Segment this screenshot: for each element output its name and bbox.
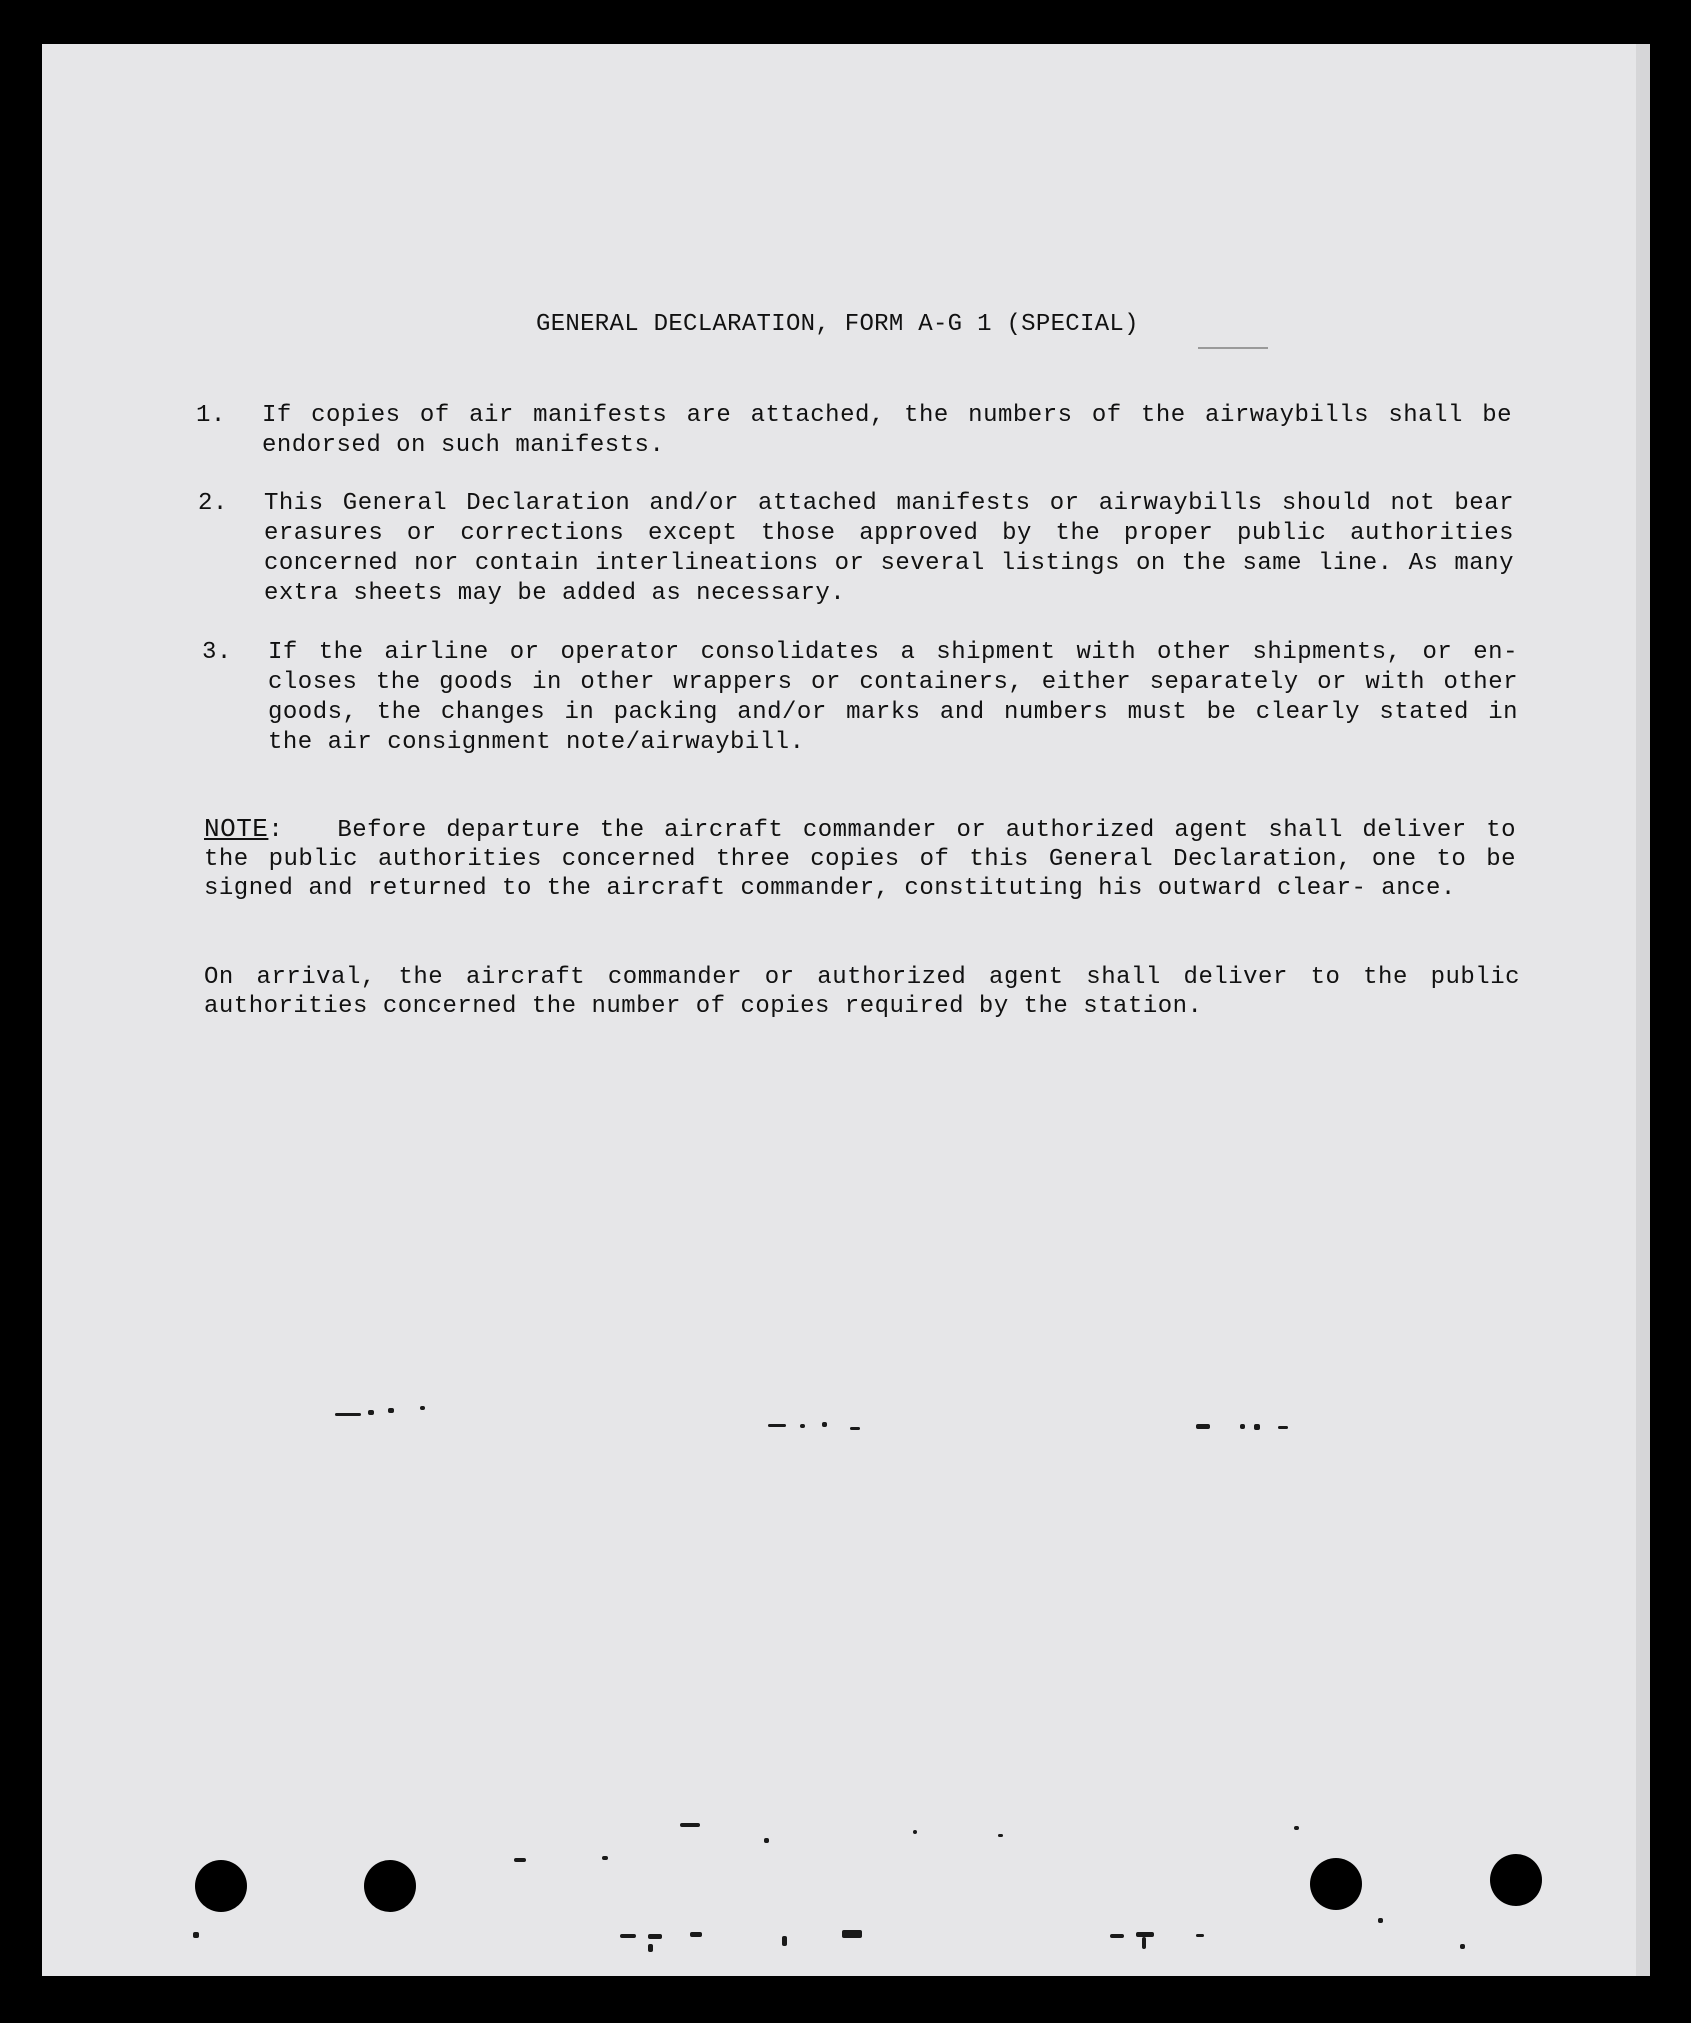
scan-speck bbox=[648, 1944, 653, 1952]
scan-speck bbox=[782, 1936, 787, 1946]
note-label: NOTE bbox=[204, 814, 269, 844]
scan-speck bbox=[690, 1932, 702, 1937]
scan-speck bbox=[842, 1930, 862, 1938]
scan-speck bbox=[388, 1408, 394, 1413]
list-item-text: If copies of air manifests are attached, the numbers of the airwaybills shall be endorsed on such manifests. bbox=[262, 402, 1512, 459]
scan-speck bbox=[514, 1858, 526, 1862]
scan-speck bbox=[1254, 1424, 1260, 1430]
scan-speck bbox=[1142, 1937, 1146, 1949]
scan-speck bbox=[368, 1410, 374, 1415]
scan-speck bbox=[680, 1823, 700, 1827]
scan-speck bbox=[768, 1424, 786, 1427]
punch-hole bbox=[364, 1860, 416, 1912]
scan-speck bbox=[850, 1427, 860, 1430]
paper-edge-shadow bbox=[1636, 44, 1650, 1976]
list-item-number: 2. bbox=[198, 490, 228, 517]
punch-hole bbox=[195, 1860, 247, 1912]
arrival-paragraph: On arrival, the aircraft commander or authorized agent shall deliver to the public authorities concerned the number of copies required by the station. bbox=[204, 964, 1520, 1020]
scan-speck bbox=[1240, 1424, 1245, 1429]
scan-speck bbox=[420, 1406, 425, 1410]
list-item-number: 1. bbox=[196, 402, 226, 429]
scan-speck bbox=[1294, 1826, 1299, 1830]
scan-speck bbox=[602, 1856, 608, 1860]
scan-speck bbox=[998, 1834, 1003, 1837]
scan-speck bbox=[1460, 1944, 1465, 1949]
scan-speck bbox=[335, 1413, 361, 1416]
scan-speck bbox=[1278, 1426, 1288, 1429]
scan-speck bbox=[800, 1424, 805, 1428]
scan-speck bbox=[913, 1830, 917, 1834]
note-text: Before departure the aircraft commander or authorized agent shall deliver to the public authorities concerned three copies of this General Declaration, one to be signed and returned to the aircraft commander, constituting his outward clear- ance. bbox=[204, 817, 1516, 902]
scan-speck bbox=[764, 1838, 769, 1843]
punch-hole bbox=[1310, 1858, 1362, 1910]
scan-speck bbox=[822, 1422, 827, 1427]
scan-speck bbox=[193, 1932, 199, 1938]
scan-speck bbox=[1196, 1934, 1204, 1937]
scan-speck bbox=[620, 1934, 636, 1938]
list-item-text: This General Declaration and/or attached manifests or airwaybills should not bear erasures or corrections except those approved by the proper public authorities concerned nor contain interlineations or several listings on the same line. As many extra sheets may be added as necessary. bbox=[264, 490, 1514, 607]
punch-hole bbox=[1490, 1854, 1542, 1906]
scan-speck bbox=[1110, 1934, 1124, 1938]
document-title: GENERAL DECLARATION, FORM A-G 1 (SPECIAL) bbox=[536, 311, 1139, 338]
scan-speck bbox=[1378, 1918, 1383, 1923]
scan-speck bbox=[1136, 1932, 1154, 1937]
list-item-number: 3. bbox=[202, 639, 232, 666]
scan-speck bbox=[648, 1934, 662, 1939]
stray-mark bbox=[1198, 347, 1268, 349]
scan-speck bbox=[1196, 1424, 1210, 1429]
note-paragraph bbox=[204, 815, 1516, 903]
note-colon: : bbox=[268, 817, 284, 844]
list-item-text: If the airline or operator consolidates a shipment with other shipments, or en- closes the goods in other wrappers or containers, either separately or with other goods, the changes in packing and/or marks and numbers must be clearly stated in the air consignment note/airwaybill. bbox=[268, 639, 1518, 756]
